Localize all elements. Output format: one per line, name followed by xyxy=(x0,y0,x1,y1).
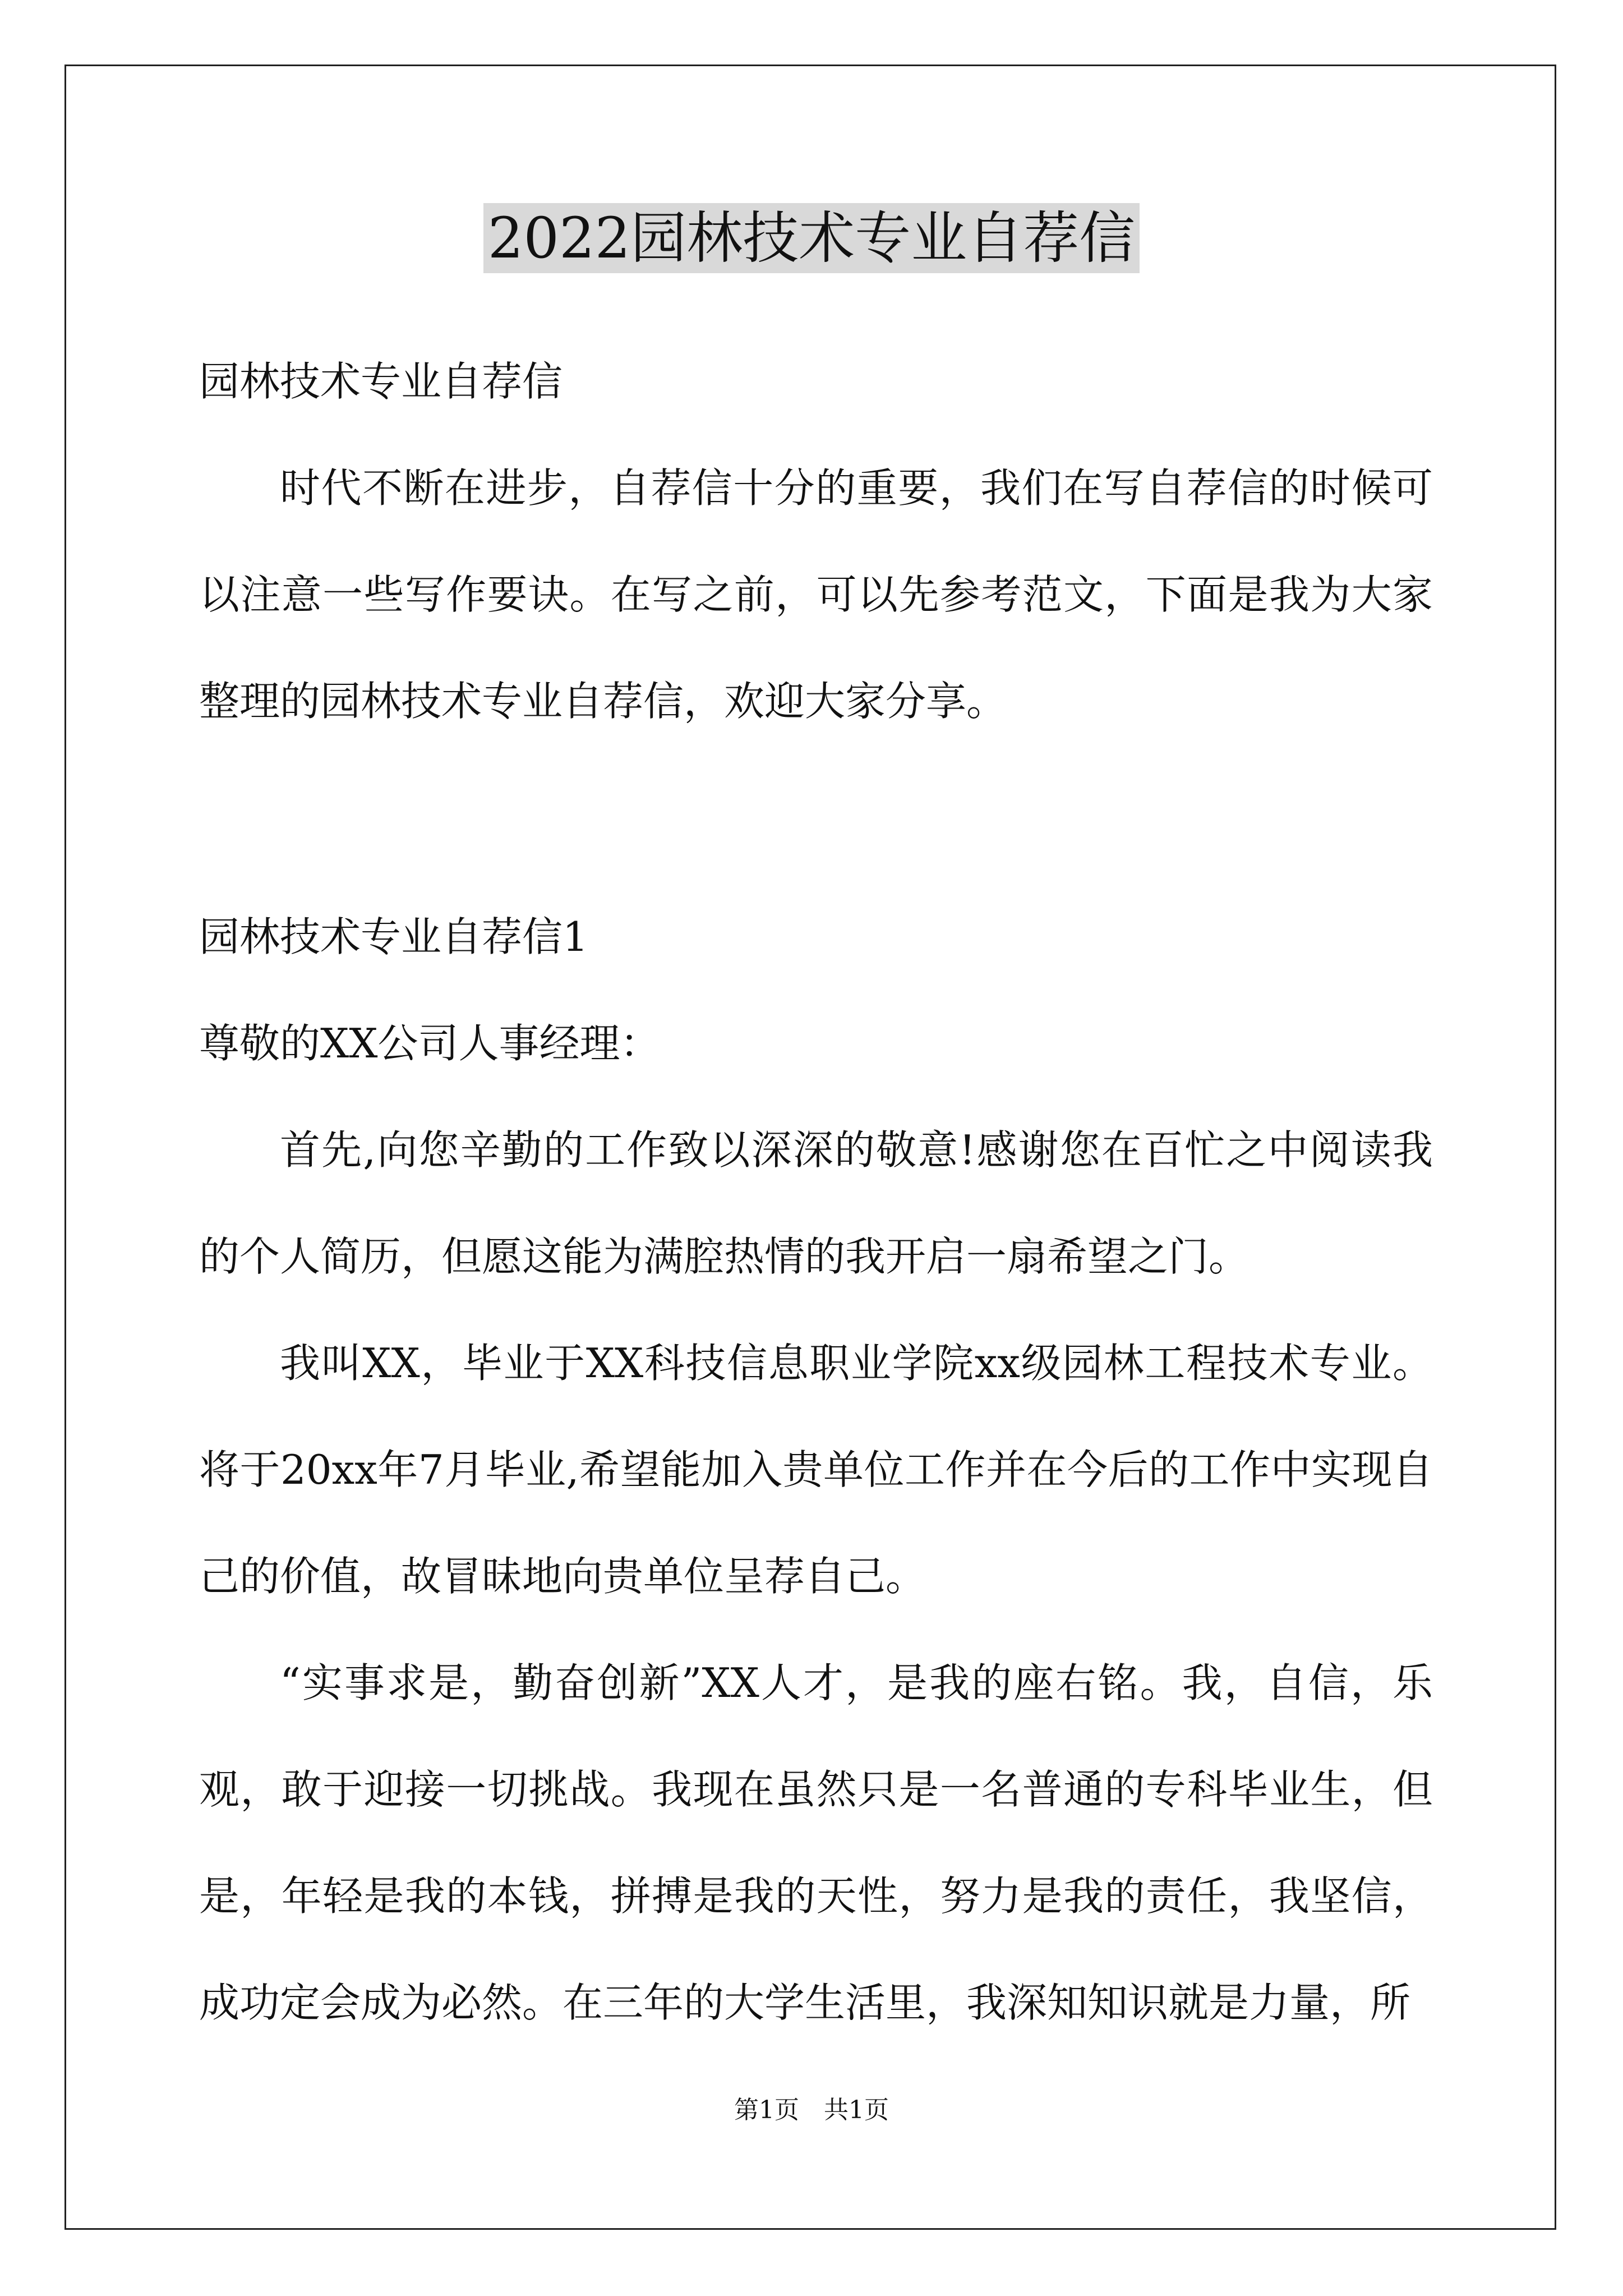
page-footer: 第1页 共1页 xyxy=(734,2096,889,2124)
letter-heading: 园林技术专业自荐信1 xyxy=(199,913,588,960)
intro-paragraph: 时代不断在进步，自荐信十分的重要，我们在写自荐信的时候可以注意一些写作要诀。在写之前，可以先参考范文，下面是我为大家整理的园林技术专业自荐信，欢迎大家分享。 xyxy=(199,464,1433,725)
body-paragraph-1: 首先,向您辛勤的工作致以深深的敬意!感谢您在百忙之中阅读我的个人简历，但愿这能为满腔热情的我开启一扇希望之门。 xyxy=(199,1126,1433,1280)
letter-salutation: 尊敬的XX公司人事经理： xyxy=(199,1020,661,1067)
body-paragraph-3: “实事求是，勤奋创新”XX人才，是我的座右铭。我，自信，乐观，敢于迎接一切挑战。我现在虽然只是一名普通的专科毕业生，但是，年轻是我的本钱，拼搏是我的天性，努力是我的责任，我坚信，成功定会成为必然。在三年的大学生活里，我深知知识就是力量，所 xyxy=(199,1659,1433,2026)
document-title xyxy=(0,199,1623,278)
body-paragraph-2: 我叫XX，毕业于XX科技信息职业学院xx级园林工程技术专业。将于20xx年7月毕业,希望能加入贵单位工作并在今后的工作中实现自己的价值，故冒昧地向贵单位呈荐自己。 xyxy=(199,1340,1433,1600)
document-subtitle: 园林技术专业自荐信 xyxy=(199,358,563,405)
title-highlight: 2022园林技术专业自荐信 xyxy=(483,203,1140,273)
